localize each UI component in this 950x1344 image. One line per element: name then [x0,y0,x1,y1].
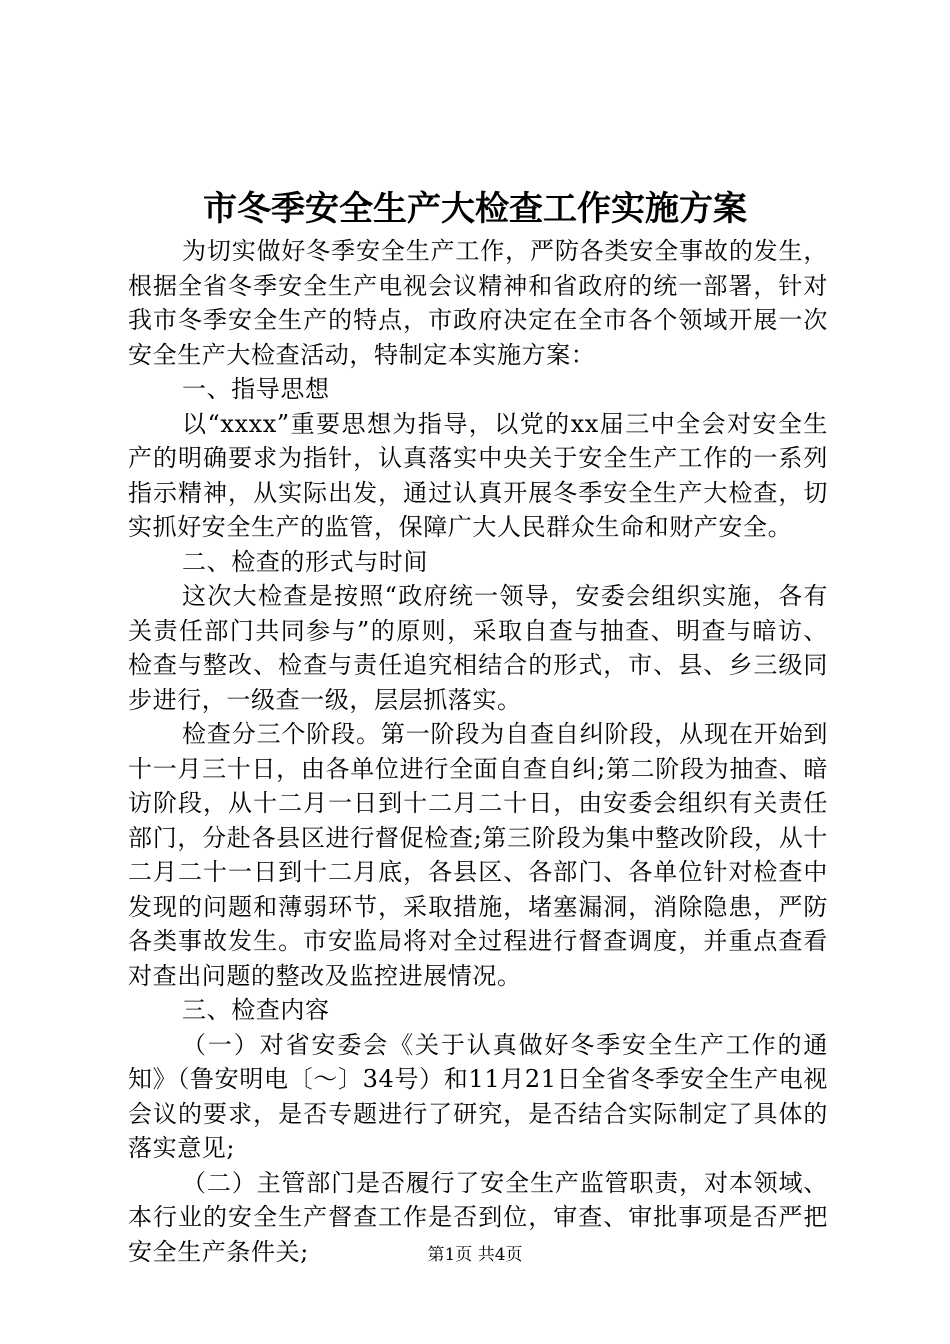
paragraph-intro: 为切实做好冬季安全生产工作，严防各类安全事故的发生，根据全省冬季安全生产电视会议精神和省政府的统一部署，针对我市冬季安全生产的特点，市政府决定在全市各个领域开展一次安全生产大检查活动，特制定本实施方案： [128,237,828,369]
paragraph-form: 这次大检查是按照“政府统一领导，安委会组织实施，各有关责任部门共同参与”的原则，采取自查与抽查、明查与暗访、检查与整改、检查与责任追究相结合的形式，市、县、乡三级同步进行，一级查一级，层层抓落实。 [128,582,828,714]
section-heading-content: 三、检查内容 [182,996,330,1024]
paragraph-content-item-2: （二）主管部门是否履行了安全生产监管职责，对本领域、本行业的安全生产督查工作是否到位，审查、审批事项是否严把安全生产条件关; [128,1168,828,1266]
page-footer: 第1页 共4页 [427,1245,523,1265]
paragraph-guiding-ideology: 以“xxxx”重要思想为指导，以党的xx届三中全会对安全生产的明确要求为指针，认真落实中央关于安全生产工作的一系列指示精神，从实际出发，通过认真开展冬季安全生产大检查，切实抓好安全生产的监管，保障广大人民群众生命和财产安全。 [128,409,828,541]
document-title: 市冬季安全生产大检查工作实施方案 [203,189,747,229]
section-heading-guiding-ideology: 一、指导思想 [182,375,330,403]
document-body [128,234,828,1269]
section-heading-form-and-time: 二、检查的形式与时间 [182,547,428,576]
paragraph-content-item-1: （一）对省安委会《关于认真做好冬季安全生产工作的通知》（鲁安明电〔～〕34号）和11月21日全省冬季安全生产电视会议的要求，是否专题进行了研究，是否结合实际制定了具体的落实意见; [128,1030,828,1162]
paragraph-stages: 检查分三个阶段。第一阶段为自查自纠阶段，从现在开始到十一月三十日，由各单位进行全面自查自纠;第二阶段为抽查、暗访阶段，从十二月一日到十二月二十日，由安委会组织有关责任部门，分赴各县区进行督促检查;第三阶段为集中整改阶段，从十二月二十一日到十二月底，各县区、各部门、各单位针对检查中发现的问题和薄弱环节，采取措施，堵塞漏洞，消除隐患，严防各类事故发生。市安监局将对全过程进行督查调度，并重点查看对查出问题的整改及监控进展情况。 [128,720,828,990]
